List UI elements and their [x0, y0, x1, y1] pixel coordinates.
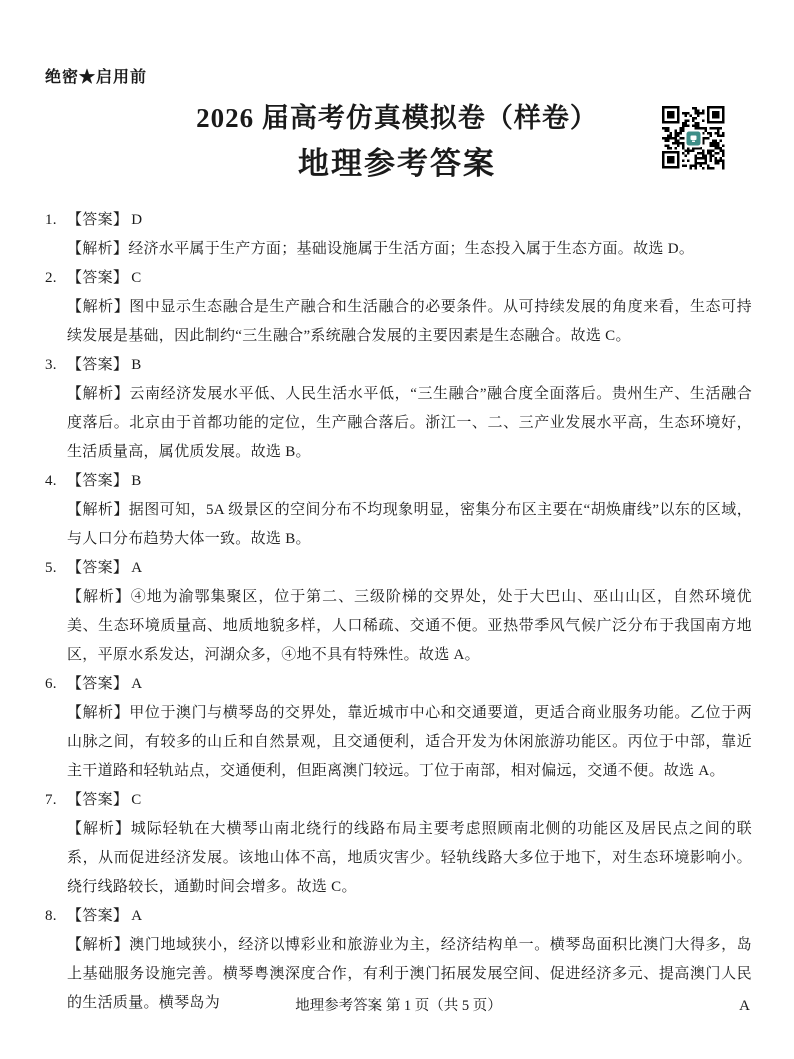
analysis-label: 【解析】: [67, 589, 131, 605]
answer-value: B: [131, 473, 142, 489]
analysis-value: 据图可知，5A 级景区的空间分布不均现象明显，密集分布区主要在“胡焕庸线”以东的区域，与人口分布趋势大体一致。故选 B。: [67, 502, 752, 547]
analysis-label: 【解析】: [67, 386, 130, 402]
analysis-value: 澳门地域狭小，经济以博彩业和旅游业为主，经济结构单一。横琴岛面积比澳门大得多，岛上基础服务设施完善。横琴粤澳深度合作，有利于澳门拓展发展空间、促进经济多元、提高澳门人民的生活质量。横琴岛为: [67, 937, 752, 1011]
answer-label: 【答案】: [67, 908, 129, 924]
item-number: 5.: [45, 560, 57, 576]
answer-line: [67, 351, 752, 380]
item-number: 7.: [45, 792, 57, 808]
answer-label: 【答案】: [67, 270, 129, 286]
item-number: 6.: [45, 676, 57, 692]
answer-line: [67, 554, 752, 583]
analysis-text: [67, 235, 752, 264]
page-subtitle: 地理参考答案: [298, 146, 496, 181]
analysis-text: [67, 496, 752, 554]
answer-item: [45, 351, 752, 467]
analysis-value: 城际轻轨在大横琴山南北绕行的线路布局主要考虑照顾南北侧的功能区及居民点之间的联系，从而促进经济发展。该地山体不高，地质灾害少。轻轨线路大多位于地下，对生态环境影响小。绕行线路较长，通勤时间会增多。故选 C。: [67, 821, 752, 895]
item-number: 4.: [45, 473, 57, 489]
analysis-value: 甲位于澳门与横琴岛的交界处，靠近城市中心和交通要道，更适合商业服务功能。乙位于两山脉之间，有较多的山丘和自然景观，且交通便利，适合开发为休闲旅游功能区。丙位于中部，靠近主干道路和轻轨站点，交通便利，但距离澳门较远。丁位于南部，相对偏远，交通不便。故选 A。: [67, 705, 752, 779]
answer-line: [67, 670, 752, 699]
answer-list: [45, 206, 752, 1018]
analysis-label: 【解析】: [67, 299, 130, 315]
answer-label: 【答案】: [67, 792, 129, 808]
answer-value: A: [131, 560, 143, 576]
analysis-label: 【解析】: [67, 502, 129, 518]
analysis-text: [67, 699, 752, 786]
answer-item: [45, 554, 752, 670]
version-badge: A: [739, 998, 750, 1014]
analysis-value: 经济水平属于生产方面；基础设施属于生活方面；生态投入属于生态方面。故选 D。: [128, 241, 695, 257]
item-number: 1.: [45, 212, 57, 228]
analysis-value: 云南经济发展水平低、人民生活水平低，“三生融合”融合度全面落后。贵州生产、生活融合度落后。北京由于首都功能的定位，生产融合落后。浙江一、二、三产业发展水平高，生态环境好，生活质量高，属优质发展。故选 B。: [67, 386, 752, 460]
answer-item: [45, 467, 752, 554]
answer-item: [45, 786, 752, 902]
item-number: 3.: [45, 357, 57, 373]
answer-label: 【答案】: [67, 473, 129, 489]
answer-value: D: [131, 212, 143, 228]
analysis-text: [67, 583, 752, 670]
page-title: 2026 届高考仿真模拟卷（样卷）: [196, 103, 598, 133]
qr-code-icon: [662, 106, 725, 171]
analysis-text: [67, 815, 752, 902]
answer-item: [45, 670, 752, 786]
answer-value: A: [131, 676, 143, 692]
analysis-value: ④地为渝鄂集聚区，位于第二、三级阶梯的交界处，处于大巴山、巫山山区，自然环境优美、生态环境质量高、地质地貌多样，人口稀疏、交通不便。亚热带季风气候广泛分布于我国南方地区，平原水系发达，河湖众多，④地不具有特殊性。故选 A。: [67, 589, 752, 663]
analysis-label: 【解析】: [67, 241, 129, 257]
analysis-text: [67, 380, 752, 467]
item-number: 8.: [45, 908, 57, 924]
item-number: 2.: [45, 270, 57, 286]
answer-line: [67, 206, 752, 235]
answer-line: [67, 786, 752, 815]
analysis-label: 【解析】: [67, 821, 131, 837]
classification-banner: 绝密★启用前: [45, 69, 148, 86]
answer-item: [45, 206, 752, 264]
analysis-label: 【解析】: [67, 937, 130, 953]
footer-doc-title: 地理参考答案: [295, 998, 383, 1014]
answer-label: 【答案】: [67, 357, 129, 373]
answer-value: C: [131, 270, 142, 286]
analysis-value: 图中显示生态融合是生产融合和生活融合的必要条件。从可持续发展的角度来看，生态可持续发展是基础，因此制约“三生融合”系统融合发展的主要因素是生态融合。故选 C。: [67, 299, 752, 344]
page-footer: [45, 996, 752, 1016]
answer-label: 【答案】: [67, 212, 129, 228]
answer-value: B: [131, 357, 142, 373]
answer-value: C: [131, 792, 142, 808]
answer-line: [67, 264, 752, 293]
answer-value: A: [131, 908, 143, 924]
analysis-text: [67, 293, 752, 351]
answer-label: 【答案】: [67, 560, 129, 576]
footer-page-info: [45, 996, 752, 1016]
answer-line: [67, 902, 752, 931]
answer-item: [45, 264, 752, 351]
footer-page-number: 第 1 页（共 5 页）: [385, 998, 502, 1014]
answer-line: [67, 467, 752, 496]
answer-label: 【答案】: [67, 676, 129, 692]
analysis-label: 【解析】: [67, 705, 130, 721]
